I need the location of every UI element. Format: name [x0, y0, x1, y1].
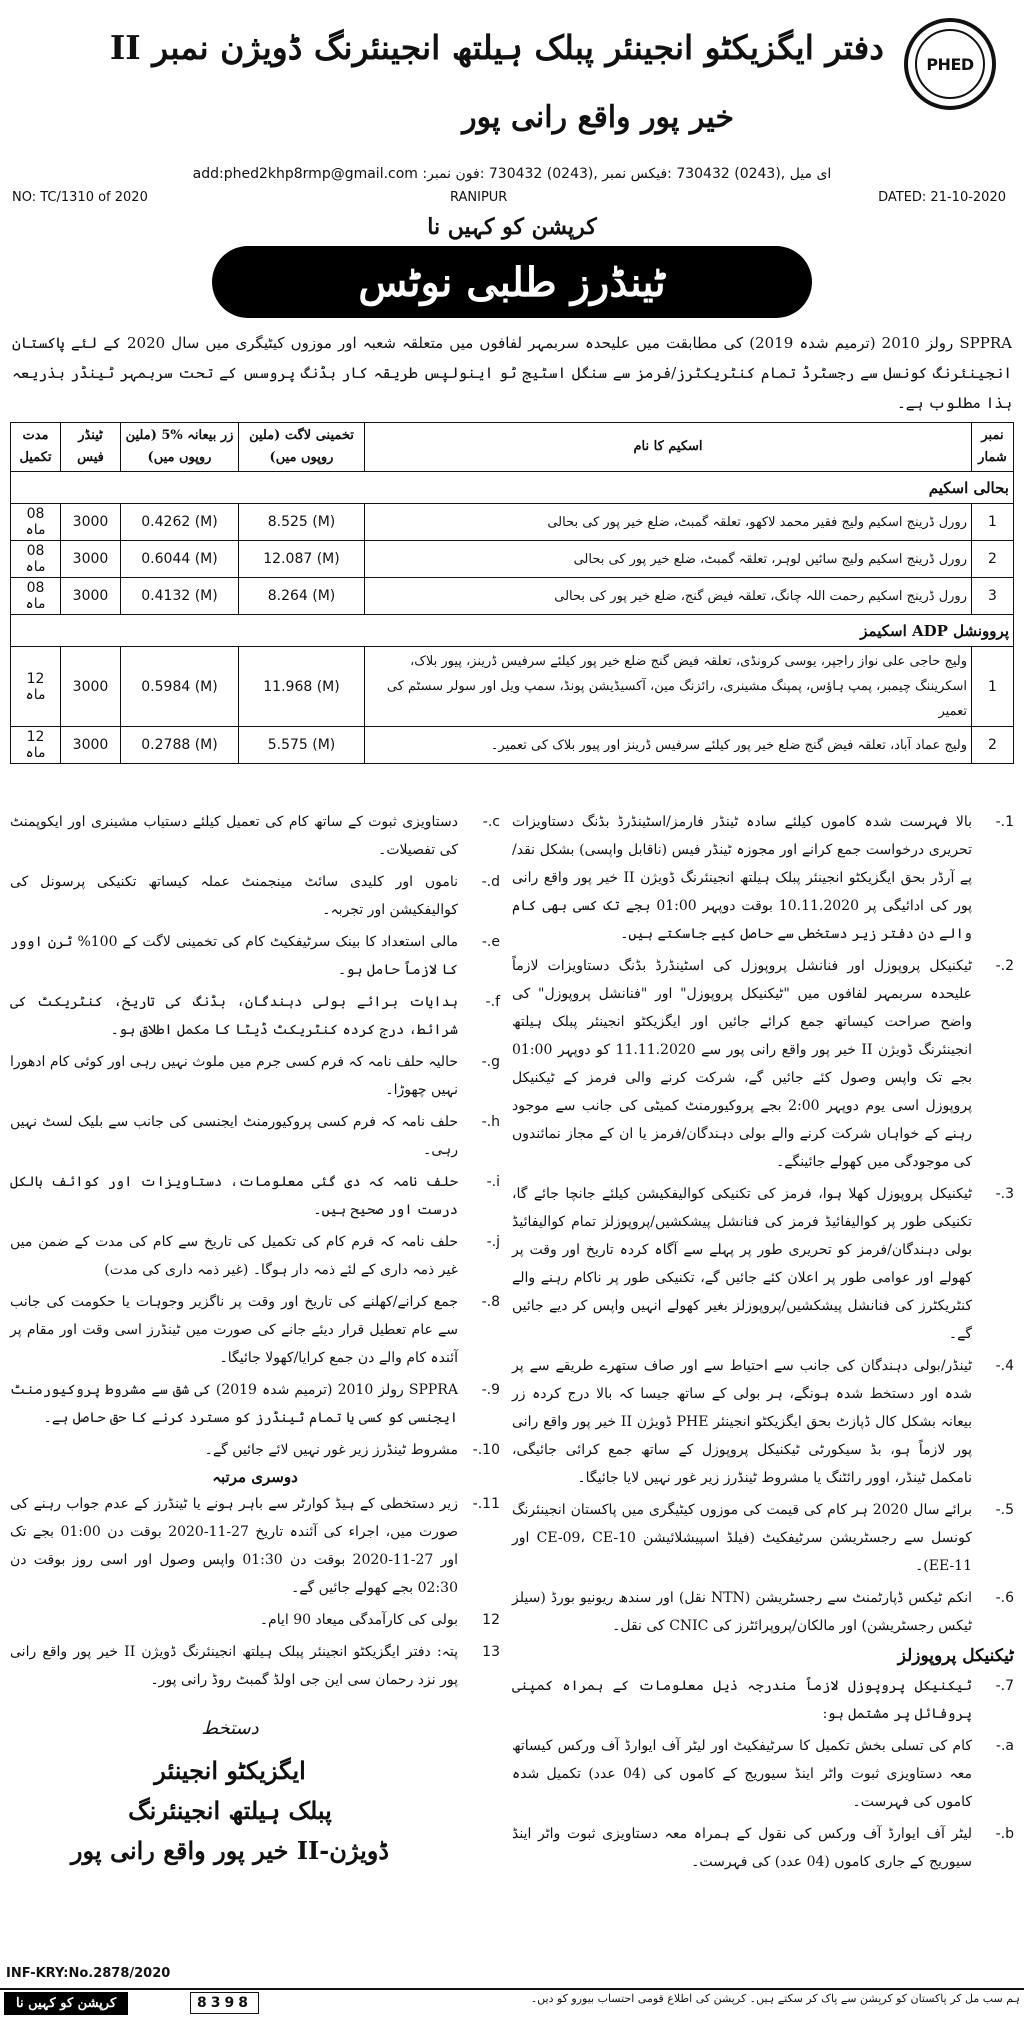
condition-text: مشروط ٹینڈرز زیر غور نہیں لائے جائیں گے۔	[204, 1442, 458, 1458]
cell-name: ولیج عماد آباد، تعلقہ فیض گنج ضلع خیر پور کیلئے سرفیس ڈرینز اور پیور بلاک کی تعمیر۔	[365, 727, 972, 764]
condition-marker: 8.-	[481, 1294, 500, 1310]
signatory-title: ایگزیکٹو انجینئر	[154, 1756, 306, 1785]
condition-marker: 4.-	[995, 1358, 1014, 1374]
condition-marker: 13	[482, 1644, 500, 1660]
condition-marker: d.-	[481, 874, 500, 890]
table-row	[11, 504, 1014, 541]
condition-text: حلف نامہ کہ دی گئی معلومات، دستاویزات اور کوائف بالکل درست اور صحیح ہیں۔	[10, 1174, 458, 1218]
condition-marker: 9.-	[481, 1382, 500, 1398]
cell-name: ولیج حاجی علی نواز راجپر، یوسی کرونڈی، تعلقہ فیض گنج ضلع خیر پور کیلئے سرفیس ڈرینز، پیور بلاک، اسکریننگ چیمبر، پمپ ہاؤس، پمپنگ مشینری، رائزنگ مین، آکسیڈیشن پونڈ، سمپ ویل اور سولر سسٹم کی تعمیر	[365, 647, 972, 727]
condition-text: ہدایات برائے بولی دہندگان، بڈنگ کی تاریخ، کنٹریکٹ کی شرائط، درج کردہ کنٹریکٹ ڈیٹا کا مکمل اطلاق ہو۔	[10, 994, 458, 1038]
condition-marker: g.-	[481, 1054, 500, 1070]
condition-item	[512, 952, 1014, 1176]
condition-item	[10, 868, 500, 924]
cell-time: 08 ماہ	[11, 578, 61, 615]
condition-marker: 5.-	[995, 1502, 1014, 1518]
condition-marker: 2.-	[995, 958, 1014, 974]
cell-cost: 8.525 (M)	[239, 504, 365, 541]
condition-marker: 7.-	[995, 1678, 1014, 1694]
cell-fee: 3000	[61, 727, 121, 764]
condition-text: مالی استعداد کا بینک سرٹیفکیٹ کام کی تخمینی لاگت کے 100% ٹرن اوور کا لازماً حامل ہو۔	[10, 934, 458, 978]
office-subtitle: خیر پور واقع رانی پور	[462, 100, 734, 135]
reference-line	[10, 190, 1014, 208]
cell-name: رورل ڈرینج اسکیم ولیج فقیر محمد لاکھو، تعلقہ گمبٹ، ضلع خیر پور کی بحالی	[365, 504, 972, 541]
cell-time: 08 ماہ	[11, 504, 61, 541]
signatory-department: پبلک ہیلتھ انجینئرنگ	[128, 1796, 332, 1825]
table-row	[11, 647, 1014, 727]
condition-item	[10, 1436, 500, 1464]
condition-item	[10, 1606, 500, 1634]
section-row-provincial-adp	[11, 615, 1014, 647]
condition-item	[512, 1180, 1014, 1348]
cell-earnest: 0.2788 (M)	[121, 727, 239, 764]
cell-sno: 2	[972, 727, 1014, 764]
condition-marker: j.-	[486, 1234, 500, 1250]
technical-proposals-heading: ٹیکنیکل پروپوزلز	[897, 1646, 1014, 1666]
cell-cost: 8.264 (M)	[239, 578, 365, 615]
phed-logo	[904, 18, 996, 110]
cell-sno: 2	[972, 541, 1014, 578]
cell-time: 08 ماہ	[11, 541, 61, 578]
section-title: بحالی اسکیم	[11, 472, 1014, 504]
condition-text: بالا فہرست شدہ کاموں کیلئے سادہ ٹینڈر فارمز/اسٹینڈرڈ بڈنگ دستاویزات تحریری درخواست جمع کرانے اور مجوزہ ٹینڈر فیس (ناقابل واپسی) بشکل نقد/پے آرڈر بحق ایگزیکٹو انجینئر پبلک ہیلتھ انجینئرنگ ڈویژن II خیر پور واقع رانی پور کی ادائیگی پر 10.11.2020 بوقت دوپہر 01:00 بجے تک کسی بھی کام والے دن دفتر زیر دستخطی سے حاصل کیے جاسکتے ہیں۔	[512, 814, 973, 942]
cell-fee: 3000	[61, 541, 121, 578]
cell-fee: 3000	[61, 578, 121, 615]
condition-item	[512, 808, 1014, 948]
condition-marker: 12	[482, 1612, 500, 1628]
awareness-message: ہم سب مل کر پاکستان کو کرپشن سے پاک کر سکتے ہیں۔ کرپشن کی اطلاع قومی احتساب بیورو کو دیں۔	[530, 1992, 1020, 2005]
sms-number: 8398	[190, 1992, 259, 2014]
condition-marker: 11.-	[472, 1496, 500, 1512]
condition-text: برائے سال 2020 ہر کام کی قیمت کی موزوں کیٹیگری میں پاکستان انجینئرنگ کونسل سے رجسٹریشن سرٹیفکیٹ (فیلڈ اسپیشلائیشن CE-09، CE-10 اور EE-11)۔	[512, 1502, 972, 1574]
cell-cost: 5.575 (M)	[239, 727, 365, 764]
condition-item	[10, 1168, 500, 1224]
col-time: مدت تکمیل	[11, 423, 61, 472]
condition-marker: 6.-	[995, 1590, 1014, 1606]
schemes-table	[10, 422, 1014, 764]
condition-item	[512, 1352, 1014, 1492]
condition-item	[10, 928, 500, 984]
col-name: اسکیم کا نام	[365, 423, 972, 472]
condition-item	[512, 1732, 1014, 1816]
condition-marker: 3.-	[995, 1186, 1014, 1202]
signature-label: دستخط	[201, 1718, 259, 1739]
col-fee: ٹینڈر فیس	[61, 423, 121, 472]
condition-text: ٹینڈر/بولی دہندگان کی جانب سے احتیاط سے اور صاف ستھرے طریقے سے پر شدہ اور دستخط شدہ ہونگے، ہر بولی کے ساتھ جیسا کہ بالا درج کردہ زر بیعانہ بشکل کال ڈپازٹ بحق ایگزیکٹو انجینئر PHE ڈویژن II خیر پور واقع رانی پور لازماً ہو، بڈ سیکورٹی ٹیکنیکل پروپوزل کے ساتھ جمع کرائی جائیگی، نامکمل ٹینڈر، اوور رائٹنگ یا مشروط ٹینڈرز زیر غور نہیں لایا جائیگا۔	[512, 1358, 972, 1486]
condition-text: ٹیکنیکل پروپوزل اور فنانشل پروپوزل کی اسٹینڈرڈ بڈنگ دستاویزات لازماً علیحدہ سربمہر لفافوں میں "ٹیکنیکل پروپوزل" اور "فنانشل پروپوزل" کی واضح صراحت کیساتھ جمع کرائے جائیں اور ایگزیکٹو انجینئر پبلک ہیلتھ انجینئرنگ ڈویژن II خیر پور واقع رانی پور سے 11.11.2020 کو دوپہر 01:00 بجے تک واپس وصول کئے جائیں گے، شرکت کرنے والی فرمز کے ٹیکنیکل پروپوزل اسی یوم دوپہر 2:00 بجے پروکیورمنٹ کمیٹی کی جانب سے موجود رہنے کے خواہاں شرکت کرنے والے بولی دہندگان/فرمز یا ان کے مجاز نمائندوں کی موجودگی میں کھولے جائینگے۔	[512, 958, 972, 1170]
cell-time: 12 ماہ	[11, 727, 61, 764]
cell-earnest: 0.4262 (M)	[121, 504, 239, 541]
condition-item	[10, 808, 500, 864]
condition-item	[512, 1672, 1014, 1728]
condition-marker: f.-	[485, 994, 500, 1010]
cell-fee: 3000	[61, 504, 121, 541]
condition-item	[10, 1638, 500, 1694]
condition-marker: 10.-	[472, 1442, 500, 1458]
col-cost: تخمینی لاگت (ملین روپوں میں)	[239, 423, 365, 472]
col-sno: نمبر شمار	[972, 423, 1014, 472]
table-row	[11, 578, 1014, 615]
cell-cost: 11.968 (M)	[239, 647, 365, 727]
office-title: دفتر ایگزیکٹو انجینئر پبلک ہیلتھ انجینئرنگ ڈویژن نمبر II	[109, 28, 884, 67]
condition-item	[512, 1820, 1014, 1876]
condition-item	[10, 1490, 500, 1602]
condition-text: انکم ٹیکس ڈپارٹمنٹ سے رجسٹریشن (NTN نقل) اور سندھ ریونیو بورڈ (سیلز ٹیکس رجسٹریشن) اور مالکان/پروپرائٹرز کی CNIC کی نقل۔	[512, 1590, 972, 1634]
tender-notice-banner: ٹینڈرز طلبی نوٹس	[212, 246, 812, 318]
signature-block	[10, 1718, 450, 1871]
intro-paragraph: SPPRA رولز 2010 (ترمیم شدہ 2019) کی مطابقت میں علیحدہ سربمہر لفافوں میں متعلقہ شعبہ اور موزوں کیٹیگری میں سال 2020 کے لئے پاکستان انجینئرنگ کونسل سے رجسٹرڈ تمام کنٹریکٹرز/فرمز سے سنگل اسٹیج ٹو اینولپس طریقہ کار بڈنگ پروسس کے تحت سربمہر ٹینڈر بذریعہ ہذا مطلوب ہے۔	[12, 334, 1012, 412]
condition-marker: i.-	[486, 1174, 500, 1190]
condition-text: ناموں اور کلیدی سائٹ مینجمنٹ عملہ کیساتھ تکنیکی پرسونل کی کوالیفکیشن اور تجربہ۔	[10, 874, 458, 918]
section-row-rehabilitation	[11, 472, 1014, 504]
cell-fee: 3000	[61, 647, 121, 727]
condition-marker: a.-	[995, 1738, 1014, 1754]
condition-text: حلف نامہ کہ فرم کسی پروکیورمنٹ ایجنسی کی جانب سے بلیک لسٹ نہیں رہی۔	[10, 1114, 458, 1158]
inf-number: INF-KRY:No.2878/2020	[6, 1966, 171, 1981]
condition-text: بولی کی کارآمدگی میعاد 90 ایام۔	[259, 1612, 458, 1628]
condition-item	[10, 988, 500, 1044]
condition-item	[10, 1376, 500, 1432]
col-earnest: زر بیعانہ %5 (ملین روپوں میں)	[121, 423, 239, 472]
contact-line: add:phed2khp8rmp@gmail.com :ای میل ,(0243) 730432 :فیکس نمبر ,(0243) 730432 :فون نمبر	[192, 166, 832, 182]
logo-inner: PHED	[915, 29, 985, 99]
anti-corruption-slogan: کرپشن کو کہیں نا	[427, 214, 597, 240]
condition-item	[512, 1584, 1014, 1640]
reference-number: NO: TC/1310 of 2020	[12, 190, 148, 205]
cell-earnest: 0.4132 (M)	[121, 578, 239, 615]
condition-text: ٹیکنیکل پروپوزل لازماً مندرجہ ذیل معلومات کے ہمراہ کمپنی پروفائل پر مشتمل ہو:	[512, 1678, 972, 1722]
condition-text: زیر دستخطی کے ہیڈ کوارٹر سے باہر ہونے یا ٹینڈرز کے عدم جواب رہنے کی صورت میں، اجراء کی آئندہ تاریخ 27-11-2020 بوقت دن 01:00 بجے تک اور 27-11-2020 بوقت دن 01:30 واپس وصول اور اسی روز بوقت دن 02:30 بجے کھولے جائیں گے۔	[10, 1496, 459, 1596]
cell-cost: 12.087 (M)	[239, 541, 365, 578]
conditions-right-column	[512, 808, 1014, 1880]
condition-item	[10, 1228, 500, 1284]
header	[10, 8, 1014, 204]
condition-text: لیٹر آف ایوارڈ آف ورکس کی نقول کے ہمراہ معہ دستاویزی ثبوت واٹر اینڈ سیوریج کے جاری کاموں (04 عدد) کی فہرست۔	[512, 1826, 972, 1870]
signatory-division: ڈویژن-II خیر پور واقع رانی پور	[70, 1836, 390, 1865]
cell-earnest: 0.6044 (M)	[121, 541, 239, 578]
cell-sno: 1	[972, 647, 1014, 727]
condition-marker: e.-	[481, 934, 500, 950]
condition-marker: h.-	[481, 1114, 500, 1130]
condition-item	[10, 1108, 500, 1164]
condition-text: دستاویزی ثبوت کے ساتھ کام کی تعمیل کیلئے دستیاب مشینری اور ایکوپمنٹ کی تفصیلات۔	[10, 814, 458, 858]
cell-sno: 1	[972, 504, 1014, 541]
reference-date: DATED: 21-10-2020	[878, 190, 1006, 205]
conditions-left-column	[10, 808, 500, 1698]
condition-text: پتہ: دفتر ایگزیکٹو انجینئر پبلک ہیلتھ انجینئرنگ ڈویژن II خیر پور واقع رانی پور نزد رحمان سی این جی اولڈ گمبٹ روڈ رانی پور۔	[10, 1644, 458, 1688]
condition-text: حلف نامہ کہ فرم کام کی تکمیل کی تاریخ سے کام کی مدت کے ضمن میں غیر ذمہ داری کے لئے ذمہ دار ہوگا۔ (غیر ذمہ داری کی مدت)	[10, 1234, 458, 1278]
condition-text: حالیہ حلف نامہ کہ فرم کسی جرم میں ملوث نہیں رہی اور کوئی کام ادھورا نہیں چھوڑا۔	[10, 1054, 458, 1098]
condition-marker: c.-	[482, 814, 500, 830]
footer-slogan: کرپشن کو کہیں نا	[4, 1992, 128, 2015]
condition-item	[10, 1048, 500, 1104]
condition-text: SPPRA رولز 2010 (ترمیم شدہ 2019) کی شق سے مشروط پروکیورمنٹ ایجنسی کو کسی یا تمام ٹینڈرز کو مسترد کرنے کا حق حاصل ہے۔	[10, 1382, 458, 1426]
condition-text: ٹیکنیکل پروپوزل کھلا ہوا، فرمز کی تکنیکی کوالیفکیشن کیلئے جانچا جائے گا، تکنیکی طور پر کوالیفائیڈ فرمز کی فنانشل پیشکشیں/پروپوزلز تمام کوالیفائیڈ بولی دہندگان/فرمز کو تحریری طور پر پہلے سے آگاہ کردہ تاریخ اور وقت پر کھولے اور عوامی طور پر اعلان کئے جائیں گے، تکنیکی طور پر ناکام رہنے والے کنٹریکٹرز کی فنانشل پیشکشیں/پروپوزلز بغیر کھولے انہیں واپس کر دیے جائیں گے۔	[512, 1186, 972, 1342]
cell-sno: 3	[972, 578, 1014, 615]
condition-text: جمع کرانے/کھلنے کی تاریخ اور وقت پر ناگزیر وجوہات یا حکومت کی جانب سے عام تعطیل قرار دیئے جانے کی صورت میں ٹینڈرز اسی وقت اور مقام پر آئندہ کام والے دن جمع کرایا/کھولا جائیگا۔	[10, 1294, 458, 1366]
cell-name: رورل ڈرینج اسکیم ولیج سائیں لوہر، تعلقہ گمبٹ، ضلع خیر پور کی بحالی	[365, 541, 972, 578]
condition-marker: b.-	[995, 1826, 1014, 1842]
cell-time: 12 ماہ	[11, 647, 61, 727]
condition-marker: 1.-	[995, 814, 1014, 830]
table-row	[11, 541, 1014, 578]
second-attempt-heading: دوسری مرتبہ	[212, 1468, 298, 1486]
condition-item	[512, 1496, 1014, 1580]
cell-name: رورل ڈرینج اسکیم رحمت اللہ چانگ، تعلقہ فیض گنج، ضلع خیر پور کی بحالی	[365, 578, 972, 615]
footer	[0, 1962, 1024, 2027]
condition-text: کام کی تسلی بخش تکمیل کا سرٹیفکیٹ اور لیٹر آف ایوارڈ آف ورکس کیساتھ معہ دستاویزی ثبوت واٹر اینڈ سیوریج کے کاموں کی (04 عدد) تکمیل شدہ کاموں کی فہرست۔	[512, 1738, 972, 1810]
cell-earnest: 0.5984 (M)	[121, 647, 239, 727]
condition-item	[10, 1288, 500, 1372]
reference-place: RANIPUR	[450, 190, 508, 205]
table-row	[11, 727, 1014, 764]
section-title: پروونشل ADP اسکیمز	[11, 615, 1014, 647]
